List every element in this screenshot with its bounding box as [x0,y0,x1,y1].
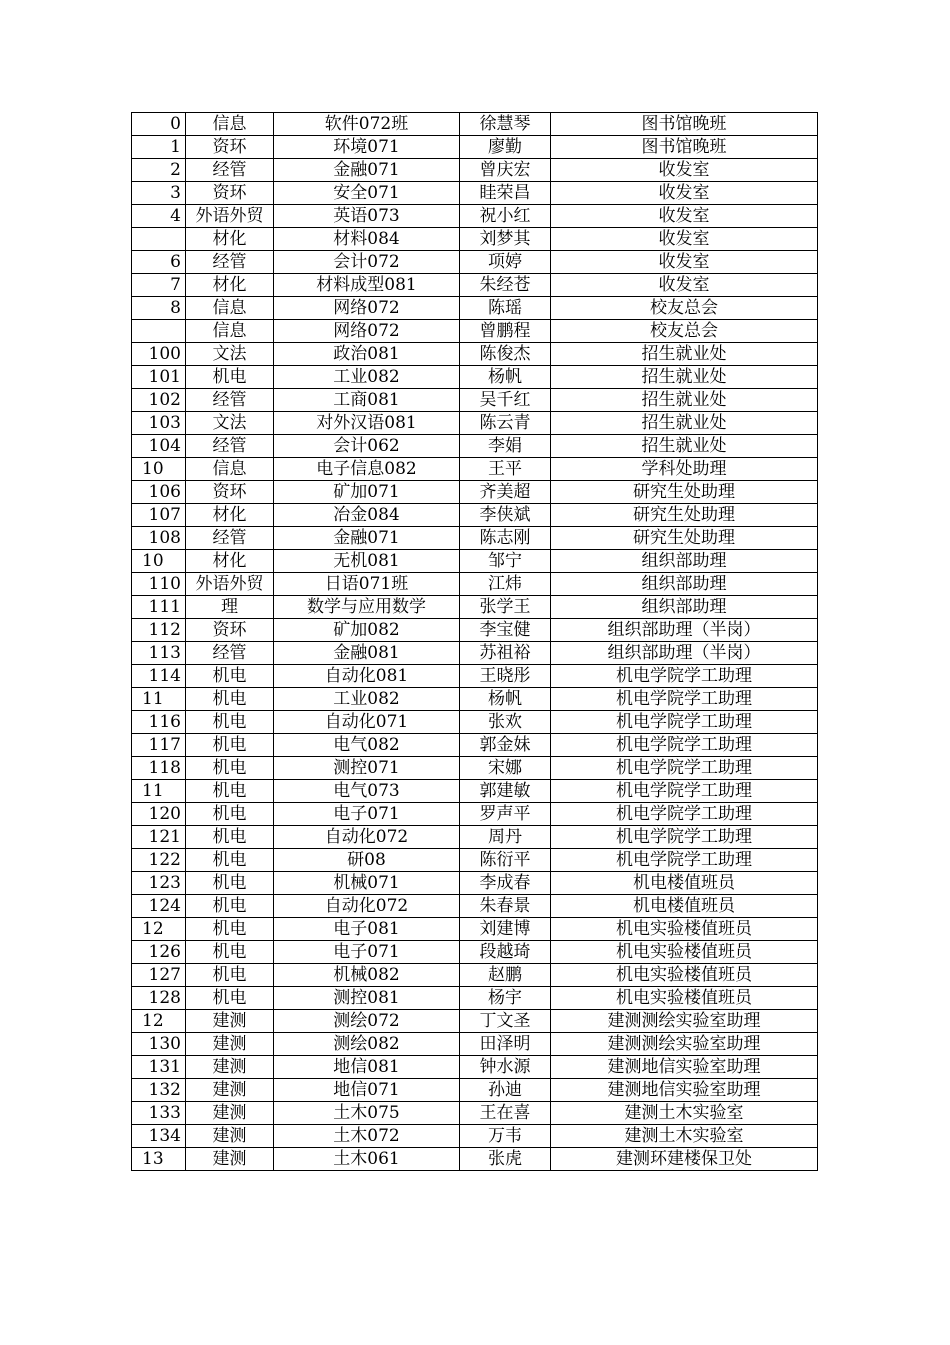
student-name-cell: 陈瑶 [460,297,551,320]
college-cell: 外语外贸 [186,573,274,596]
college-cell: 机电 [186,987,274,1010]
table-row [132,182,818,205]
student-name-cell: 丁文圣 [460,1010,551,1033]
class-cell: 软件072班 [274,113,460,136]
post-cell: 组织部助理（半岗） [551,642,818,665]
post-cell: 组织部助理（半岗） [551,619,818,642]
college-cell: 建测 [186,1079,274,1102]
row-number-cell: 108 [132,527,186,550]
student-name-cell: 罗声平 [460,803,551,826]
student-name-cell: 眭荣昌 [460,182,551,205]
post-cell: 收发室 [551,182,818,205]
row-number-cell: 106 [132,481,186,504]
post-cell: 建测环建楼保卫处 [551,1148,818,1171]
row-number-cell [132,228,186,251]
table-row [132,136,818,159]
post-cell: 机电实验楼值班员 [551,918,818,941]
college-cell: 信息 [186,113,274,136]
student-name-cell: 刘梦其 [460,228,551,251]
student-name-cell: 郭金妹 [460,734,551,757]
college-cell: 外语外贸 [186,205,274,228]
student-name-cell: 张欢 [460,711,551,734]
table-row [132,550,818,573]
college-cell: 建测 [186,1102,274,1125]
row-number-cell: 110 [132,573,186,596]
class-cell: 金融071 [274,159,460,182]
class-cell: 英语073 [274,205,460,228]
row-number-cell: 10 [132,458,186,481]
college-cell: 机电 [186,872,274,895]
student-name-cell: 杨帆 [460,688,551,711]
college-cell: 机电 [186,711,274,734]
post-cell: 机电楼值班员 [551,872,818,895]
assignment-table-body [132,113,818,1171]
row-number-cell: 8 [132,297,186,320]
class-cell: 研08 [274,849,460,872]
table-row [132,504,818,527]
class-cell: 机械071 [274,872,460,895]
student-name-cell: 项婷 [460,251,551,274]
post-cell: 建测地信实验室助理 [551,1056,818,1079]
table-row [132,941,818,964]
student-name-cell: 苏祖裕 [460,642,551,665]
table-row [132,320,818,343]
class-cell: 测控081 [274,987,460,1010]
row-number-cell [132,320,186,343]
table-row [132,872,818,895]
college-cell: 机电 [186,826,274,849]
table-row [132,849,818,872]
college-cell: 信息 [186,458,274,481]
class-cell: 无机081 [274,550,460,573]
class-cell: 自动化072 [274,826,460,849]
post-cell: 图书馆晚班 [551,113,818,136]
post-cell: 建测土木实验室 [551,1125,818,1148]
student-name-cell: 杨帆 [460,366,551,389]
student-name-cell: 徐慧琴 [460,113,551,136]
table-row [132,1056,818,1079]
class-cell: 网络072 [274,297,460,320]
post-cell: 研究生处助理 [551,481,818,504]
post-cell: 组织部助理 [551,550,818,573]
student-name-cell: 王晓彤 [460,665,551,688]
college-cell: 机电 [186,895,274,918]
college-cell: 文法 [186,412,274,435]
row-number-cell: 3 [132,182,186,205]
post-cell: 收发室 [551,274,818,297]
college-cell: 经管 [186,435,274,458]
table-row [132,803,818,826]
class-cell: 电子071 [274,941,460,964]
table-row [132,987,818,1010]
class-cell: 土木072 [274,1125,460,1148]
student-name-cell: 陈衍平 [460,849,551,872]
student-name-cell: 张学王 [460,596,551,619]
post-cell: 组织部助理 [551,596,818,619]
class-cell: 材料成型081 [274,274,460,297]
table-row [132,1125,818,1148]
table-row [132,527,818,550]
table-row [132,159,818,182]
row-number-cell: 103 [132,412,186,435]
student-name-cell: 李宝健 [460,619,551,642]
college-cell: 经管 [186,527,274,550]
college-cell: 经管 [186,251,274,274]
college-cell: 机电 [186,688,274,711]
table-row [132,734,818,757]
student-name-cell: 刘建博 [460,918,551,941]
class-cell: 电气082 [274,734,460,757]
college-cell: 机电 [186,803,274,826]
post-cell: 招生就业处 [551,343,818,366]
class-cell: 土木075 [274,1102,460,1125]
post-cell: 招生就业处 [551,435,818,458]
college-cell: 建测 [186,1056,274,1079]
table-row [132,1148,818,1171]
college-cell: 资环 [186,136,274,159]
student-name-cell: 陈志刚 [460,527,551,550]
table-row [132,389,818,412]
class-cell: 地信071 [274,1079,460,1102]
student-name-cell: 田泽明 [460,1033,551,1056]
student-name-cell: 吴千红 [460,389,551,412]
class-cell: 对外汉语081 [274,412,460,435]
class-cell: 土木061 [274,1148,460,1171]
college-cell: 机电 [186,941,274,964]
student-name-cell: 郭建敏 [460,780,551,803]
table-row [132,228,818,251]
table-row [132,711,818,734]
post-cell: 招生就业处 [551,389,818,412]
table-row [132,113,818,136]
class-cell: 测绘072 [274,1010,460,1033]
college-cell: 理 [186,596,274,619]
college-cell: 材化 [186,504,274,527]
class-cell: 日语071班 [274,573,460,596]
student-name-cell: 李成春 [460,872,551,895]
student-name-cell: 王平 [460,458,551,481]
post-cell: 校友总会 [551,320,818,343]
class-cell: 地信081 [274,1056,460,1079]
row-number-cell: 11 [132,688,186,711]
row-number-cell: 127 [132,964,186,987]
row-number-cell: 2 [132,159,186,182]
college-cell: 机电 [186,780,274,803]
table-row [132,366,818,389]
class-cell: 电子071 [274,803,460,826]
class-cell: 电气073 [274,780,460,803]
class-cell: 自动化081 [274,665,460,688]
post-cell: 建测测绘实验室助理 [551,1010,818,1033]
class-cell: 工业082 [274,688,460,711]
table-row [132,895,818,918]
post-cell: 机电学院学工助理 [551,849,818,872]
class-cell: 测绘082 [274,1033,460,1056]
college-cell: 信息 [186,320,274,343]
post-cell: 学科处助理 [551,458,818,481]
college-cell: 机电 [186,734,274,757]
row-number-cell: 6 [132,251,186,274]
class-cell: 自动化072 [274,895,460,918]
row-number-cell: 128 [132,987,186,1010]
table-row [132,343,818,366]
class-cell: 工业082 [274,366,460,389]
table-row [132,435,818,458]
table-row [132,780,818,803]
college-cell: 资环 [186,619,274,642]
class-cell: 数学与应用数学 [274,596,460,619]
class-cell: 电子081 [274,918,460,941]
post-cell: 机电学院学工助理 [551,826,818,849]
student-name-cell: 朱春景 [460,895,551,918]
college-cell: 机电 [186,849,274,872]
post-cell: 机电学院学工助理 [551,665,818,688]
post-cell: 机电学院学工助理 [551,780,818,803]
post-cell: 机电学院学工助理 [551,734,818,757]
student-name-cell: 万韦 [460,1125,551,1148]
college-cell: 材化 [186,550,274,573]
college-cell: 文法 [186,343,274,366]
post-cell: 收发室 [551,228,818,251]
row-number-cell: 121 [132,826,186,849]
student-name-cell: 周丹 [460,826,551,849]
student-name-cell: 李娟 [460,435,551,458]
class-cell: 材料084 [274,228,460,251]
student-name-cell: 孙迪 [460,1079,551,1102]
college-cell: 信息 [186,297,274,320]
class-cell: 电子信息082 [274,458,460,481]
table-row [132,297,818,320]
college-cell: 经管 [186,389,274,412]
table-row [132,1102,818,1125]
student-name-cell: 陈俊杰 [460,343,551,366]
student-name-cell: 赵鹏 [460,964,551,987]
row-number-cell: 11 [132,780,186,803]
student-name-cell: 曾鹏程 [460,320,551,343]
student-name-cell: 齐美超 [460,481,551,504]
row-number-cell: 102 [132,389,186,412]
college-cell: 资环 [186,481,274,504]
table-row [132,918,818,941]
post-cell: 机电学院学工助理 [551,688,818,711]
row-number-cell: 122 [132,849,186,872]
college-cell: 机电 [186,964,274,987]
row-number-cell: 7 [132,274,186,297]
student-name-cell: 杨宇 [460,987,551,1010]
assignment-table [131,112,818,1171]
post-cell: 机电实验楼值班员 [551,941,818,964]
table-row [132,964,818,987]
student-name-cell: 王在喜 [460,1102,551,1125]
college-cell: 建测 [186,1148,274,1171]
row-number-cell: 133 [132,1102,186,1125]
class-cell: 机械082 [274,964,460,987]
table-row [132,274,818,297]
row-number-cell: 111 [132,596,186,619]
student-name-cell: 朱经苍 [460,274,551,297]
row-number-cell: 12 [132,918,186,941]
table-row [132,688,818,711]
class-cell: 自动化071 [274,711,460,734]
row-number-cell: 1 [132,136,186,159]
class-cell: 矿加071 [274,481,460,504]
class-cell: 会计062 [274,435,460,458]
student-name-cell: 张虎 [460,1148,551,1171]
post-cell: 机电实验楼值班员 [551,987,818,1010]
post-cell: 收发室 [551,251,818,274]
table-row [132,757,818,780]
college-cell: 建测 [186,1010,274,1033]
table-row [132,642,818,665]
table-row [132,619,818,642]
class-cell: 测控071 [274,757,460,780]
student-name-cell: 陈云青 [460,412,551,435]
class-cell: 会计072 [274,251,460,274]
college-cell: 材化 [186,274,274,297]
row-number-cell: 124 [132,895,186,918]
post-cell: 组织部助理 [551,573,818,596]
student-name-cell: 曾庆宏 [460,159,551,182]
row-number-cell: 126 [132,941,186,964]
post-cell: 机电学院学工助理 [551,711,818,734]
college-cell: 机电 [186,665,274,688]
post-cell: 收发室 [551,205,818,228]
class-cell: 金融071 [274,527,460,550]
table-row [132,481,818,504]
post-cell: 建测地信实验室助理 [551,1079,818,1102]
row-number-cell: 12 [132,1010,186,1033]
student-name-cell: 段越琦 [460,941,551,964]
table-row [132,573,818,596]
post-cell: 机电学院学工助理 [551,803,818,826]
row-number-cell: 13 [132,1148,186,1171]
row-number-cell: 114 [132,665,186,688]
row-number-cell: 0 [132,113,186,136]
table-row [132,665,818,688]
post-cell: 校友总会 [551,297,818,320]
table-row [132,251,818,274]
row-number-cell: 104 [132,435,186,458]
row-number-cell: 130 [132,1033,186,1056]
student-name-cell: 邹宁 [460,550,551,573]
college-cell: 经管 [186,642,274,665]
college-cell: 机电 [186,366,274,389]
table-row [132,1010,818,1033]
post-cell: 研究生处助理 [551,527,818,550]
row-number-cell: 101 [132,366,186,389]
college-cell: 建测 [186,1033,274,1056]
college-cell: 材化 [186,228,274,251]
row-number-cell: 131 [132,1056,186,1079]
post-cell: 图书馆晚班 [551,136,818,159]
row-number-cell: 117 [132,734,186,757]
class-cell: 政治081 [274,343,460,366]
college-cell: 机电 [186,918,274,941]
table-row [132,596,818,619]
college-cell: 建测 [186,1125,274,1148]
class-cell: 网络072 [274,320,460,343]
table-row [132,1079,818,1102]
post-cell: 机电实验楼值班员 [551,964,818,987]
class-cell: 工商081 [274,389,460,412]
row-number-cell: 4 [132,205,186,228]
row-number-cell: 10 [132,550,186,573]
row-number-cell: 113 [132,642,186,665]
college-cell: 经管 [186,159,274,182]
post-cell: 招生就业处 [551,366,818,389]
row-number-cell: 100 [132,343,186,366]
class-cell: 金融081 [274,642,460,665]
class-cell: 安全071 [274,182,460,205]
post-cell: 机电楼值班员 [551,895,818,918]
table-row [132,826,818,849]
post-cell: 收发室 [551,159,818,182]
table-row [132,205,818,228]
college-cell: 机电 [186,757,274,780]
table-row [132,1033,818,1056]
post-cell: 研究生处助理 [551,504,818,527]
row-number-cell: 132 [132,1079,186,1102]
row-number-cell: 120 [132,803,186,826]
row-number-cell: 123 [132,872,186,895]
student-name-cell: 钟水源 [460,1056,551,1079]
college-cell: 资环 [186,182,274,205]
post-cell: 招生就业处 [551,412,818,435]
post-cell: 建测测绘实验室助理 [551,1033,818,1056]
class-cell: 冶金084 [274,504,460,527]
post-cell: 机电学院学工助理 [551,757,818,780]
row-number-cell: 116 [132,711,186,734]
row-number-cell: 107 [132,504,186,527]
row-number-cell: 118 [132,757,186,780]
row-number-cell: 134 [132,1125,186,1148]
class-cell: 环境071 [274,136,460,159]
student-name-cell: 江炜 [460,573,551,596]
class-cell: 矿加082 [274,619,460,642]
table-row [132,412,818,435]
row-number-cell: 112 [132,619,186,642]
post-cell: 建测土木实验室 [551,1102,818,1125]
student-name-cell: 廖勤 [460,136,551,159]
student-name-cell: 祝小红 [460,205,551,228]
table-row [132,458,818,481]
student-name-cell: 李侠斌 [460,504,551,527]
student-name-cell: 宋娜 [460,757,551,780]
